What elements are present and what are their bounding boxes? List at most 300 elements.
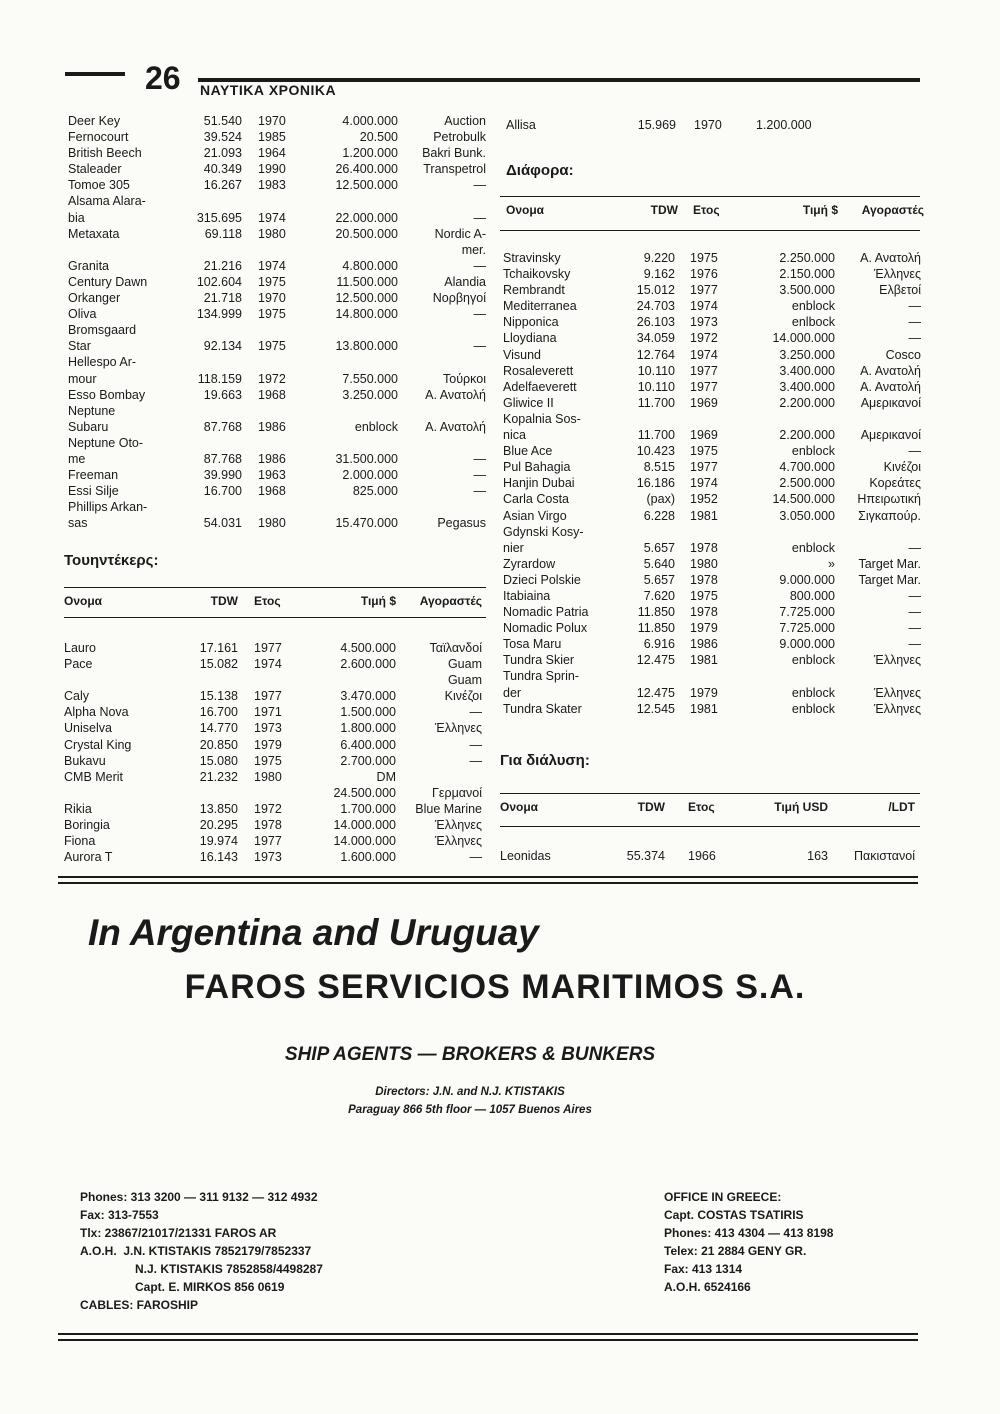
misc-cell-buyer: Έλληνες xyxy=(873,653,921,668)
page-number: 26 xyxy=(145,60,181,96)
misc-cell-buyer: Αμερικανοί xyxy=(860,395,921,410)
misc-cell-name: Pul Bahagia xyxy=(503,460,571,475)
tankers-cell-price: 1.600.000 xyxy=(340,850,396,865)
misc-cell-year: 1975 xyxy=(690,444,718,459)
misc-cell-price: 3.250.000 xyxy=(779,347,835,362)
tankers-cell-tdw: 15.080 xyxy=(199,753,238,768)
misc-cell-buyer: Ηπειρωτική xyxy=(857,492,921,507)
misc-cell-tdw: 12.475 xyxy=(636,653,675,668)
misc-row xyxy=(503,668,921,684)
tankers-row xyxy=(64,704,486,720)
misc-cell-buyer: Α. Ανατολή xyxy=(860,363,921,378)
misc-cell-tdw: 6.916 xyxy=(643,637,675,652)
misc-cell-buyer: — xyxy=(908,621,921,636)
misc-cell-price: enlbock xyxy=(791,315,835,330)
left-sales-cell-year: 1986 xyxy=(258,451,286,466)
tankers-cell-tdw: 15.138 xyxy=(199,689,238,704)
left-sales-cell-name: Esso Bombay xyxy=(68,387,146,402)
scrap-cell-year: 1966 xyxy=(688,849,716,863)
misc-cell-tdw: 11.850 xyxy=(637,621,675,636)
tankers-header xyxy=(64,594,486,610)
tankers-cell-tdw: 21.232 xyxy=(199,769,238,784)
left-sales-cell-price: 4.000.000 xyxy=(342,114,398,128)
tankers-cell-name: Aurora T xyxy=(64,850,113,865)
left-sales-cell-year: 1968 xyxy=(258,387,286,402)
left-sales-row xyxy=(68,274,488,290)
left-sales-cell-tdw: 16.267 xyxy=(203,178,242,193)
right-top-table xyxy=(506,117,921,133)
left-sales-row xyxy=(68,161,488,177)
tankers-cell-name: Lauro xyxy=(64,641,96,655)
tankers-cell-name: Alpha Nova xyxy=(64,705,129,720)
scrap-col-name: Ονομα xyxy=(500,800,539,814)
misc-cell-price: 2.200.000 xyxy=(779,428,835,443)
tankers-cell-price: 4.500.000 xyxy=(340,641,396,655)
left-sales-cell-name: Orkanger xyxy=(68,291,121,306)
misc-cell-tdw: 9.220 xyxy=(643,251,675,265)
left-sales-row xyxy=(68,226,488,242)
misc-row xyxy=(503,588,921,604)
misc-row xyxy=(503,379,921,395)
scrap-heading: Για διάλυση: xyxy=(500,752,590,769)
left-sales-cell-price: enblock xyxy=(354,419,398,434)
header-rule-left xyxy=(65,72,125,76)
misc-cell-year: 1981 xyxy=(690,653,718,668)
left-sales-cell-price: 13.800.000 xyxy=(335,339,398,354)
scrap-cell-buyer: Πακιστανοί xyxy=(854,849,915,863)
misc-cell-year: 1974 xyxy=(690,299,718,314)
misc-cell-buyer: — xyxy=(908,315,921,330)
misc-cell-year: 1973 xyxy=(690,315,718,330)
misc-cell-price: 4.700.000 xyxy=(779,460,835,475)
scrap-col-buyer: /LDT xyxy=(888,800,915,814)
left-sales-cell-name: Essi Silje xyxy=(68,484,119,499)
left-sales-cell-name: Freeman xyxy=(68,468,119,483)
tankers-cell-price: 1.800.000 xyxy=(340,721,396,736)
tankers-cell-year: 1977 xyxy=(254,689,282,704)
left-sales-row xyxy=(68,483,488,499)
tankers-cell-tdw: 16.143 xyxy=(199,850,238,865)
misc-cell-buyer: Έλληνες xyxy=(873,685,921,700)
tankers-col-price: Τιμή $ xyxy=(360,594,396,608)
left-sales-cell-buyer: Nordic A- xyxy=(434,226,486,241)
misc-cell-year: 1969 xyxy=(690,395,718,410)
contact-gr-line: A.O.H. 6524166 xyxy=(664,1280,751,1294)
misc-cell-price: 7.725.000 xyxy=(779,621,835,636)
misc-cell-tdw: 5.640 xyxy=(643,556,675,571)
left-sales-cell-price: 11.500.000 xyxy=(336,274,398,289)
tankers-row xyxy=(64,785,486,801)
left-sales-cell-name: Hellespo Ar- xyxy=(68,355,137,370)
tankers-row xyxy=(64,753,486,769)
left-sales-cell-buyer: Τούρκοι xyxy=(443,371,486,386)
left-sales-row xyxy=(68,129,488,145)
tankers-cell-year: 1977 xyxy=(254,834,282,849)
tankers-cell-price: 1.700.000 xyxy=(340,801,396,816)
tankers-cell-tdw: 13.850 xyxy=(199,801,238,816)
misc-cell-price: 2.150.000 xyxy=(779,267,835,282)
left-sales-cell-buyer: Petrobulk xyxy=(433,130,486,145)
misc-col-year: Ετος xyxy=(693,203,720,217)
misc-row xyxy=(503,524,921,540)
misc-cell-name: Kopalnia Sos- xyxy=(503,411,581,426)
misc-row xyxy=(503,314,921,330)
misc-row xyxy=(503,443,921,459)
right-top-cell-tdw: 15.969 xyxy=(637,118,676,132)
left-sales-cell-year: 1970 xyxy=(258,291,286,306)
publication-title: ΝΑΥΤΙΚΑ ΧΡΟΝΙΚΑ xyxy=(200,82,337,98)
ad-separator-bottom-2 xyxy=(58,1339,918,1341)
left-sales-cell-tdw: 54.031 xyxy=(203,516,242,531)
left-sales-row xyxy=(68,306,488,322)
misc-cell-tdw: 8.515 xyxy=(643,460,675,475)
tankers-row xyxy=(64,817,486,833)
left-sales-cell-buyer: Pegasus xyxy=(437,516,486,531)
misc-cell-tdw: 5.657 xyxy=(643,540,675,555)
misc-cell-buyer: Έλληνες xyxy=(873,267,921,282)
misc-row xyxy=(503,411,921,427)
left-sales-cell-year: 1990 xyxy=(258,162,286,177)
scrap-rule-bottom xyxy=(500,826,920,827)
contact-gr-line: Fax: 413 1314 xyxy=(664,1262,743,1276)
tankers-cell-price: DM xyxy=(376,769,396,784)
tankers-cell-buyer: Guam xyxy=(447,673,482,688)
left-sales-cell-name: Star xyxy=(68,339,91,354)
left-sales-cell-price: 22.000.000 xyxy=(335,210,398,225)
contact-ba-line: Tlx: 23867/21017/21331 FAROS AR xyxy=(80,1226,277,1240)
tankers-row xyxy=(64,769,486,785)
tankers-row xyxy=(64,720,486,736)
tankers-rule-top xyxy=(64,587,486,588)
left-sales-cell-buyer: — xyxy=(473,451,486,466)
left-sales-cell-tdw: 92.134 xyxy=(203,339,242,354)
scrap-row xyxy=(500,848,915,864)
misc-cell-year: 1976 xyxy=(690,267,718,282)
misc-cell-price: 9.000.000 xyxy=(779,572,835,587)
left-sales-cell-buyer: — xyxy=(473,258,486,273)
misc-cell-year: 1978 xyxy=(690,572,718,587)
misc-cell-name: Lloydiana xyxy=(503,331,557,346)
tankers-col-buyer: Αγοραστές xyxy=(419,594,482,608)
left-sales-cell-year: 1974 xyxy=(258,210,286,225)
misc-cell-name: Hanjin Dubai xyxy=(503,476,575,491)
misc-cell-tdw: 11.700 xyxy=(637,428,675,443)
misc-cell-name: Nipponica xyxy=(503,315,559,330)
left-sales-row xyxy=(68,193,488,209)
misc-cell-year: 1972 xyxy=(690,331,718,346)
misc-cell-buyer: Κορεάτες xyxy=(869,476,921,491)
misc-cell-tdw: 12.545 xyxy=(636,701,675,716)
misc-cell-price: 3.400.000 xyxy=(779,363,835,378)
misc-cell-year: 1978 xyxy=(690,540,718,555)
misc-cell-price: » xyxy=(828,556,835,571)
left-sales-cell-tdw: 118.159 xyxy=(197,371,242,386)
tankers-cell-year: 1975 xyxy=(254,753,282,768)
left-sales-cell-name: Phillips Arkan- xyxy=(68,500,148,515)
left-sales-cell-year: 1964 xyxy=(258,146,286,161)
left-sales-cell-tdw: 19.663 xyxy=(203,387,242,402)
misc-cell-name: Tchaikovsky xyxy=(503,267,571,282)
left-sales-cell-tdw: 40.349 xyxy=(203,162,242,177)
left-sales-cell-name: me xyxy=(68,451,86,466)
misc-cell-name: Stravinsky xyxy=(503,251,561,265)
misc-row xyxy=(503,282,921,298)
left-sales-cell-price: 15.470.000 xyxy=(335,516,398,531)
tankers-cell-year: 1973 xyxy=(254,721,282,736)
ad-contact-buenos-aires xyxy=(80,1188,323,1314)
contact-ba-line: N.J. KTISTAKIS 7852858/4498287 xyxy=(135,1262,323,1276)
contact-ba-line: Phones: 313 3200 — 311 9132 — 312 4932 xyxy=(80,1190,318,1204)
tankers-cell-buyer: — xyxy=(469,850,482,865)
tankers-cell-year: 1977 xyxy=(254,641,282,655)
left-sales-cell-year: 1968 xyxy=(258,484,286,499)
misc-rule-top xyxy=(500,196,920,197)
tankers-cell-buyer: Γερμανοί xyxy=(432,785,482,800)
misc-cell-price: enblock xyxy=(791,685,835,700)
tankers-col-year: Ετος xyxy=(254,594,281,608)
left-sales-cell-buyer: — xyxy=(473,210,486,225)
left-sales-cell-buyer: Α. Ανατολή xyxy=(425,419,486,434)
misc-cell-price: 2.200.000 xyxy=(779,395,835,410)
misc-cell-year: 1977 xyxy=(690,379,718,394)
tankers-cell-buyer: — xyxy=(469,737,482,752)
misc-cell-name: Zyrardow xyxy=(503,556,556,571)
misc-cell-year: 1981 xyxy=(690,508,718,523)
tankers-cell-year: 1974 xyxy=(254,657,282,672)
tankers-cell-tdw: 17.161 xyxy=(199,641,238,655)
misc-cell-price: 2.250.000 xyxy=(779,251,835,265)
left-sales-cell-year: 1963 xyxy=(258,468,286,483)
scrap-cell-price: 163 xyxy=(807,849,828,863)
right-top-cell-year: 1970 xyxy=(694,118,722,132)
left-sales-cell-tdw: 87.768 xyxy=(203,419,242,434)
misc-cell-name: der xyxy=(503,685,522,700)
tankers-cell-price: 24.500.000 xyxy=(333,785,396,800)
misc-header xyxy=(506,203,924,219)
misc-cell-year: 1975 xyxy=(690,251,718,265)
misc-cell-year: 1974 xyxy=(690,347,718,362)
tankers-cell-year: 1972 xyxy=(254,801,282,816)
tankers-cell-year: 1980 xyxy=(254,769,282,784)
misc-cell-buyer: — xyxy=(908,540,921,555)
misc-cell-tdw: 10.110 xyxy=(637,379,675,394)
misc-cell-name: Nomadic Polux xyxy=(503,621,588,636)
misc-cell-buyer: Αμερικανοί xyxy=(860,428,921,443)
misc-cell-price: enblock xyxy=(791,701,835,716)
left-sales-row xyxy=(68,387,488,403)
misc-row xyxy=(503,363,921,379)
ad-contact-greece xyxy=(664,1188,833,1296)
left-sales-row xyxy=(68,419,488,435)
left-sales-row xyxy=(68,322,488,338)
misc-row xyxy=(503,701,921,717)
tankers-cell-tdw: 14.770 xyxy=(199,721,238,736)
misc-heading: Διάφορα: xyxy=(506,162,574,179)
left-sales-row xyxy=(68,290,488,306)
ad-company-name: FAROS SERVICIOS MARITIMOS S.A. xyxy=(184,968,806,1006)
left-sales-cell-name: Granita xyxy=(68,258,109,273)
tankers-cell-buyer: Ταϊλανδοί xyxy=(429,641,482,655)
tankers-cell-name: Pace xyxy=(64,657,93,672)
misc-row xyxy=(503,620,921,636)
left-sales-cell-tdw: 16.700 xyxy=(203,484,242,499)
misc-cell-year: 1980 xyxy=(690,556,718,571)
left-sales-cell-buyer: — xyxy=(473,484,486,499)
tankers-col-tdw: TDW xyxy=(210,594,238,608)
tankers-cell-buyer: — xyxy=(469,753,482,768)
tankers-cell-tdw: 20.850 xyxy=(199,737,238,752)
misc-cell-name: Blue Ace xyxy=(503,444,553,459)
misc-cell-buyer: Έλληνες xyxy=(873,701,921,716)
left-sales-row xyxy=(68,435,488,451)
tankers-cell-name: Rikia xyxy=(64,801,92,816)
tankers-row xyxy=(64,801,486,817)
contact-gr-line: Telex: 21 2884 GENY GR. xyxy=(664,1244,807,1258)
left-sales-cell-tdw: 315.695 xyxy=(196,210,242,225)
left-sales-cell-name: Oliva xyxy=(68,307,97,322)
tankers-row xyxy=(64,833,486,849)
left-sales-cell-buyer: — xyxy=(473,468,486,483)
contact-ba-line: Capt. E. MIRKOS 856 0619 xyxy=(135,1280,285,1294)
scrap-rule-top xyxy=(500,793,920,794)
ad-separator-top-1 xyxy=(58,876,918,878)
tankers-cell-tdw: 15.082 xyxy=(199,657,238,672)
misc-row xyxy=(503,330,921,346)
left-sales-row xyxy=(68,467,488,483)
left-sales-cell-year: 1975 xyxy=(258,307,286,322)
misc-cell-buyer: Κινέζοι xyxy=(883,460,921,475)
left-sales-cell-name: Tomoe 305 xyxy=(68,178,130,193)
left-sales-cell-year: 1972 xyxy=(258,371,286,386)
misc-cell-name: Dzieci Polskie xyxy=(503,572,581,587)
tankers-cell-tdw: 20.295 xyxy=(199,818,238,833)
tankers-cell-price: 6.400.000 xyxy=(340,737,396,752)
misc-cell-price: enblock xyxy=(791,653,835,668)
contact-ba-line: Fax: 313-7553 xyxy=(80,1208,159,1222)
misc-cell-tdw: 12.475 xyxy=(636,685,675,700)
misc-cell-tdw: 16.186 xyxy=(636,476,675,491)
misc-cell-buyer: Α. Ανατολή xyxy=(860,251,921,265)
left-sales-cell-tdw: 39.524 xyxy=(203,130,242,145)
misc-cell-price: 800.000 xyxy=(789,588,835,603)
left-sales-cell-tdw: 134.999 xyxy=(196,307,242,322)
scrap-cell-tdw: 55.374 xyxy=(626,849,665,863)
left-sales-row xyxy=(68,258,488,274)
scrap-table xyxy=(500,848,915,864)
misc-cell-buyer: — xyxy=(908,299,921,314)
misc-cell-year: 1969 xyxy=(690,428,718,443)
left-sales-cell-buyer: Auction xyxy=(444,114,486,128)
tankers-cell-year: 1971 xyxy=(254,705,282,720)
misc-cell-buyer: Cosco xyxy=(885,347,921,362)
misc-row xyxy=(503,298,921,314)
misc-row xyxy=(503,685,921,701)
left-sales-cell-name: Neptune Oto- xyxy=(68,435,144,450)
tankers-cell-buyer: Έλληνες xyxy=(434,818,482,833)
left-sales-cell-price: 20.500 xyxy=(359,130,398,145)
left-sales-cell-buyer: Alandia xyxy=(444,274,486,289)
left-sales-cell-year: 1970 xyxy=(258,114,286,128)
misc-cell-tdw: 34.059 xyxy=(636,331,675,346)
misc-cell-name: Mediterranea xyxy=(503,299,577,314)
left-sales-row xyxy=(68,403,488,419)
misc-cell-tdw: 10.423 xyxy=(636,444,675,459)
misc-cell-year: 1952 xyxy=(690,492,718,507)
tankers-cell-price: 14.000.000 xyxy=(333,834,396,849)
ad-services: SHIP AGENTS — BROKERS & BUNKERS xyxy=(284,1044,656,1065)
misc-row xyxy=(503,540,921,556)
misc-cell-year: 1974 xyxy=(690,476,718,491)
misc-cell-tdw: (pax) xyxy=(646,492,675,507)
left-sales-cell-tdw: 21.216 xyxy=(203,258,242,273)
tankers-cell-name: Uniselva xyxy=(64,721,112,736)
misc-row xyxy=(503,556,921,572)
tankers-cell-name: Boringia xyxy=(64,818,110,833)
tankers-cell-year: 1973 xyxy=(254,850,282,865)
misc-row xyxy=(503,572,921,588)
tankers-cell-tdw: 16.700 xyxy=(199,705,238,720)
tankers-cell-price: 1.500.000 xyxy=(340,705,396,720)
right-top-cell-name: Allisa xyxy=(506,118,536,132)
misc-cell-year: 1977 xyxy=(690,460,718,475)
misc-cell-year: 1977 xyxy=(690,283,718,298)
left-sales-cell-name: Subaru xyxy=(68,419,109,434)
tankers-row xyxy=(64,737,486,753)
misc-cell-name: Asian Virgo xyxy=(503,508,567,523)
left-sales-cell-price: 4.800.000 xyxy=(342,258,398,273)
misc-cell-name: Nomadic Patria xyxy=(503,605,589,620)
tankers-row xyxy=(64,849,486,865)
left-sales-cell-price: 7.550.000 xyxy=(342,371,398,386)
scrap-col-year: Ετος xyxy=(688,800,715,814)
left-sales-cell-tdw: 69.118 xyxy=(204,226,242,241)
left-sales-cell-buyer: Bakri Bunk. xyxy=(422,146,486,161)
misc-cell-tdw: 11.700 xyxy=(637,395,675,410)
contact-ba-line: CABLES: FAROSHIP xyxy=(80,1298,199,1312)
misc-row xyxy=(503,508,921,524)
tankers-col-name: Ονομα xyxy=(64,594,103,608)
misc-cell-buyer: Ελβετοί xyxy=(879,283,921,298)
left-sales-cell-name: Neptune xyxy=(68,403,116,418)
left-sales-cell-tdw: 87.768 xyxy=(203,451,242,466)
tankers-cell-buyer: Έλληνες xyxy=(434,721,482,736)
misc-row xyxy=(503,427,921,443)
misc-cell-buyer: Α. Ανατολή xyxy=(860,379,921,394)
left-sales-cell-tdw: 51.540 xyxy=(203,114,242,128)
tankers-cell-buyer: Blue Marine xyxy=(415,801,482,816)
left-sales-row xyxy=(68,177,488,193)
tankers-cell-buyer: Κινέζοι xyxy=(444,689,482,704)
left-sales-cell-buyer: Α. Ανατολή xyxy=(425,387,486,402)
misc-cell-name: nica xyxy=(503,428,526,443)
tankers-cell-name: Fiona xyxy=(64,834,96,849)
misc-cell-tdw: 5.657 xyxy=(643,572,675,587)
tankers-cell-year: 1979 xyxy=(254,737,282,752)
misc-cell-buyer: Target Mar. xyxy=(858,572,921,587)
scrap-header xyxy=(500,800,915,816)
misc-cell-price: enblock xyxy=(791,444,835,459)
tankers-cell-name: Caly xyxy=(64,689,90,704)
misc-row xyxy=(503,604,921,620)
misc-cell-tdw: 7.620 xyxy=(643,588,675,603)
left-sales-cell-name: mour xyxy=(68,371,97,386)
tankers-cell-name: Bukavu xyxy=(64,753,106,768)
misc-col-buyer: Αγοραστές xyxy=(861,203,924,217)
left-sales-row xyxy=(68,113,488,129)
misc-cell-buyer: Σιγκαπούρ. xyxy=(858,508,921,523)
misc-table xyxy=(503,250,921,717)
tankers-cell-year: 1978 xyxy=(254,818,282,833)
